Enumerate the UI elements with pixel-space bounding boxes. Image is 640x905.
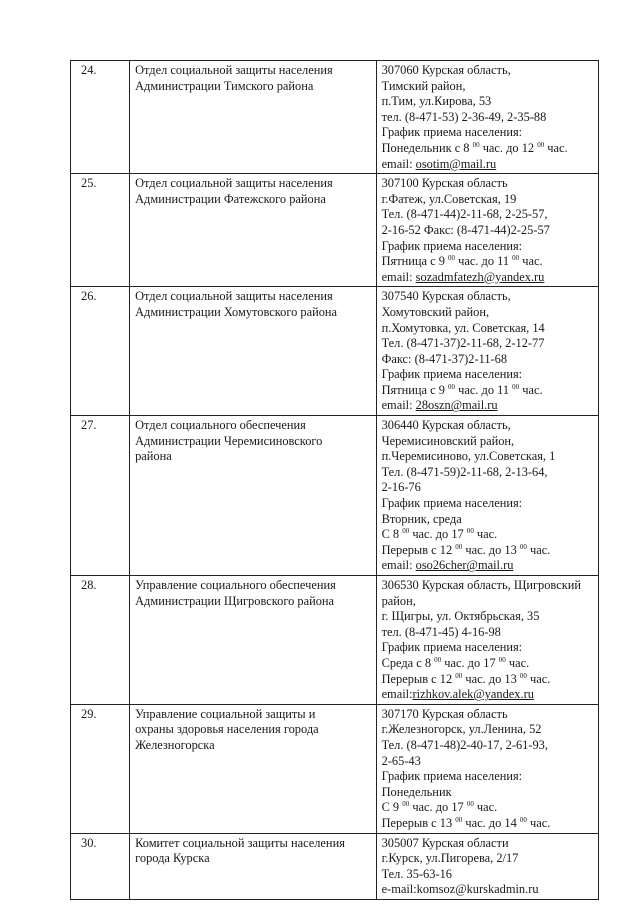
row-number: 24.	[71, 61, 130, 174]
organization-name-line: Администрации Черемисиновского	[135, 433, 323, 448]
text-segment: Среда с 8	[381, 655, 435, 670]
time-superscript: 00	[466, 527, 474, 536]
address-line	[382, 305, 593, 321]
text-segment: час.	[526, 815, 551, 830]
address-line	[382, 867, 593, 883]
address-contacts	[376, 416, 598, 576]
time-superscript: 00	[537, 140, 545, 149]
organization-name-line: Отдел социального обеспечения	[135, 418, 306, 433]
table-row	[71, 174, 599, 287]
address-line	[382, 707, 593, 723]
row-number: 28.	[71, 576, 130, 705]
time-superscript: 00	[402, 527, 410, 536]
text-segment: График приема населения:	[381, 496, 523, 511]
organization-name	[130, 416, 376, 576]
address-line	[382, 656, 593, 672]
time-superscript: 00	[498, 655, 506, 664]
address-line	[382, 223, 593, 239]
organization-name-line: Администрации Хомутовского района	[135, 304, 338, 319]
text-segment: час.	[519, 382, 543, 397]
text-segment: час. до 11	[455, 382, 513, 397]
address-line	[382, 157, 593, 173]
email-address[interactable]: oso26cher@mail.ru	[415, 558, 514, 573]
address-line	[382, 687, 593, 703]
text-segment: район,	[381, 593, 416, 608]
address-contacts	[376, 576, 598, 705]
text-segment: 2-16-52 Факс: (8-471-44)2-25-57	[381, 222, 550, 237]
text-segment: час. до 13	[462, 671, 520, 686]
address-line	[382, 543, 593, 559]
organization-name-line: района	[135, 449, 172, 464]
address-line	[382, 882, 593, 898]
time-superscript: 00	[455, 815, 463, 824]
text-segment: График приема населения:	[381, 367, 523, 382]
row-number: 27.	[71, 416, 130, 576]
address-line	[382, 578, 593, 594]
text-segment: 2-16-76	[381, 480, 421, 495]
time-superscript: 00	[472, 140, 480, 149]
text-segment: час.	[526, 542, 551, 557]
text-segment: 307060 Курская область,	[381, 63, 511, 77]
address-line	[382, 321, 593, 337]
address-line	[382, 625, 593, 641]
table-row	[71, 576, 599, 705]
organization-name-line: Администрации Фатежского района	[135, 191, 326, 206]
text-segment: С 9	[381, 800, 403, 815]
text-segment: час. до 14	[462, 815, 520, 830]
organization-name-line: охраны здоровья населения города	[135, 722, 319, 737]
text-segment: час.	[473, 527, 498, 542]
text-segment: Тел. (8-471-59)2-11-68, 2-13-64,	[381, 464, 548, 479]
address-line	[382, 816, 593, 832]
time-superscript: 00	[448, 382, 456, 391]
text-segment: Понедельник с 8	[381, 140, 473, 155]
organization-name	[130, 576, 376, 705]
text-segment: 307170 Курская область	[381, 706, 508, 721]
table-row	[71, 704, 599, 833]
organization-name-line: Управление социальной защиты и	[135, 706, 316, 721]
text-segment: Пятница с 9	[381, 254, 449, 269]
time-superscript: 00	[434, 655, 442, 664]
text-segment: Перерыв с 12	[381, 542, 456, 557]
organization-name-line: Администрации Щигровского района	[135, 593, 335, 608]
text-segment: п.Хомутовка, ул. Советская, 14	[381, 320, 545, 335]
address-line	[382, 609, 593, 625]
address-line	[382, 851, 593, 867]
text-segment: График приема населения:	[381, 769, 523, 784]
email-address[interactable]: rizhkov.alek@yandex.ru	[412, 687, 534, 702]
table-row	[71, 287, 599, 416]
text-segment: Вторник, среда	[381, 511, 462, 526]
text-segment: email:	[381, 398, 416, 413]
address-line	[382, 512, 593, 528]
address-line	[382, 336, 593, 352]
organization-name-line: Администрации Тимского района	[135, 78, 314, 93]
table-row	[71, 416, 599, 576]
text-segment: 307100 Курская область	[381, 176, 508, 191]
organization-name	[130, 174, 376, 287]
text-segment: г.Железногорск, ул.Ленина, 52	[381, 722, 542, 737]
text-segment: час.	[505, 655, 530, 670]
organization-name	[130, 61, 376, 174]
address-line	[382, 254, 593, 270]
text-segment: График приема населения:	[381, 238, 523, 253]
address-contacts	[376, 61, 598, 174]
text-segment: 305007 Курская области	[381, 835, 509, 850]
text-segment: п.Тим, ул.Кирова, 53	[381, 94, 492, 109]
time-superscript: 00	[466, 800, 474, 809]
text-segment: час.	[519, 254, 543, 269]
text-segment: email:	[381, 687, 413, 702]
row-number: 29.	[71, 704, 130, 833]
text-segment: п.Черемисиново, ул.Советская, 1	[381, 449, 556, 464]
organization-name	[130, 287, 376, 416]
address-line	[382, 434, 593, 450]
address-line	[382, 800, 593, 816]
text-segment: Тел. 35-63-16	[381, 866, 452, 881]
address-line	[382, 558, 593, 574]
address-line	[382, 640, 593, 656]
text-segment: email:	[381, 269, 416, 284]
address-line	[382, 754, 593, 770]
address-line	[382, 176, 593, 192]
organization-name-line: города Курска	[135, 851, 210, 866]
email-address[interactable]: 28oszn@mail.ru	[415, 398, 498, 413]
address-line	[382, 270, 593, 286]
address-contacts	[376, 287, 598, 416]
address-line	[382, 465, 593, 481]
text-segment: час. до 13	[462, 542, 520, 557]
address-line	[382, 352, 593, 368]
text-segment: Факс: (8-471-37)2-11-68	[381, 351, 508, 366]
row-number: 25.	[71, 174, 130, 287]
time-superscript: 00	[512, 382, 520, 391]
address-line	[382, 398, 593, 414]
row-number: 30.	[71, 833, 130, 899]
address-line	[382, 418, 593, 434]
address-line	[382, 722, 593, 738]
time-superscript: 00	[455, 671, 463, 680]
organization-name-line: Управление социального обеспечения	[135, 578, 336, 592]
email-address[interactable]: sozadmfatezh@yandex.ru	[415, 269, 545, 284]
address-line	[382, 94, 593, 110]
address-line	[382, 110, 593, 126]
time-superscript: 00	[448, 254, 456, 263]
email-address[interactable]: osotim@mail.ru	[415, 156, 497, 171]
text-segment: час.	[544, 140, 568, 155]
row-number: 26.	[71, 287, 130, 416]
contacts-table	[70, 60, 599, 900]
organization-name-line: Отдел социальной защиты населения	[135, 289, 333, 304]
organization-name-line: Комитет социальной защиты населения	[135, 835, 345, 850]
text-segment: 306530 Курская область, Щигровский	[381, 578, 581, 592]
text-segment: Понедельник	[381, 784, 452, 799]
organization-name	[130, 704, 376, 833]
table-row	[71, 61, 599, 174]
address-contacts	[376, 704, 598, 833]
address-line	[382, 785, 593, 801]
text-segment: Перерыв с 13	[381, 815, 456, 830]
text-segment: час. до 17	[441, 655, 499, 670]
time-superscript: 00	[402, 800, 410, 809]
address-line	[382, 192, 593, 208]
time-superscript: 00	[519, 542, 527, 551]
address-line	[382, 383, 593, 399]
text-segment: email:	[381, 558, 416, 573]
address-line	[382, 207, 593, 223]
text-segment: Пятница с 9	[381, 382, 449, 397]
address-contacts	[376, 174, 598, 287]
text-segment: г.Фатеж, ул.Советская, 19	[381, 191, 517, 206]
time-superscript: 00	[519, 671, 527, 680]
address-line	[382, 289, 593, 305]
text-segment: График приема населения:	[381, 640, 523, 655]
text-segment: 307540 Курская область,	[381, 289, 511, 304]
address-line	[382, 79, 593, 95]
text-segment: час. до 11	[455, 254, 513, 269]
address-line	[382, 672, 593, 688]
text-segment: Тел. (8-471-44)2-11-68, 2-25-57,	[381, 207, 548, 222]
organization-name-line: Железногорска	[135, 737, 215, 752]
address-line	[382, 527, 593, 543]
address-line	[382, 63, 593, 79]
address-line	[382, 125, 593, 141]
organization-name-line: Отдел социальной защиты населения	[135, 63, 333, 77]
address-contacts	[376, 833, 598, 899]
text-segment: час.	[473, 800, 498, 815]
text-segment: e-mail:komsoz@kurskadmin.ru	[381, 882, 539, 897]
text-segment: С 8	[381, 527, 403, 542]
address-line	[382, 449, 593, 465]
text-segment: Тимский район,	[381, 78, 466, 93]
address-line	[382, 738, 593, 754]
address-line	[382, 239, 593, 255]
table-row	[71, 833, 599, 899]
text-segment: Хомутовский район,	[381, 304, 490, 319]
address-line	[382, 367, 593, 383]
address-line	[382, 480, 593, 496]
time-superscript: 00	[512, 254, 520, 263]
address-line	[382, 836, 593, 852]
time-superscript: 00	[455, 542, 463, 551]
table-body	[71, 61, 599, 900]
text-segment: тел. (8-471-53) 2-36-49, 2-35-88	[381, 109, 547, 124]
text-segment: г.Курск, ул.Пигорева, 2/17	[381, 851, 519, 866]
text-segment: Перерыв с 12	[381, 671, 456, 686]
address-line	[382, 496, 593, 512]
organization-name	[130, 833, 376, 899]
text-segment: Тел. (8-471-37)2-11-68, 2-12-77	[381, 336, 545, 351]
text-segment: 2-65-43	[381, 753, 421, 768]
text-segment: Тел. (8-471-48)2-40-17, 2-61-93,	[381, 737, 548, 752]
text-segment: час. до 17	[409, 800, 467, 815]
text-segment: 306440 Курская область,	[381, 418, 511, 433]
address-line	[382, 141, 593, 157]
text-segment: График приема населения:	[381, 125, 523, 140]
organization-name-line: Отдел социальной защиты населения	[135, 176, 333, 191]
text-segment: email:	[381, 156, 416, 171]
text-segment: тел. (8-471-45) 4-16-98	[381, 624, 501, 639]
text-segment: час. до 17	[409, 527, 467, 542]
text-segment: час.	[526, 671, 551, 686]
text-segment: час. до 12	[479, 140, 538, 155]
time-superscript: 00	[519, 815, 527, 824]
address-line	[382, 594, 593, 610]
text-segment: Черемисиновский район,	[381, 433, 515, 448]
address-line	[382, 769, 593, 785]
text-segment: г. Щигры, ул. Октябрьская, 35	[381, 609, 540, 624]
